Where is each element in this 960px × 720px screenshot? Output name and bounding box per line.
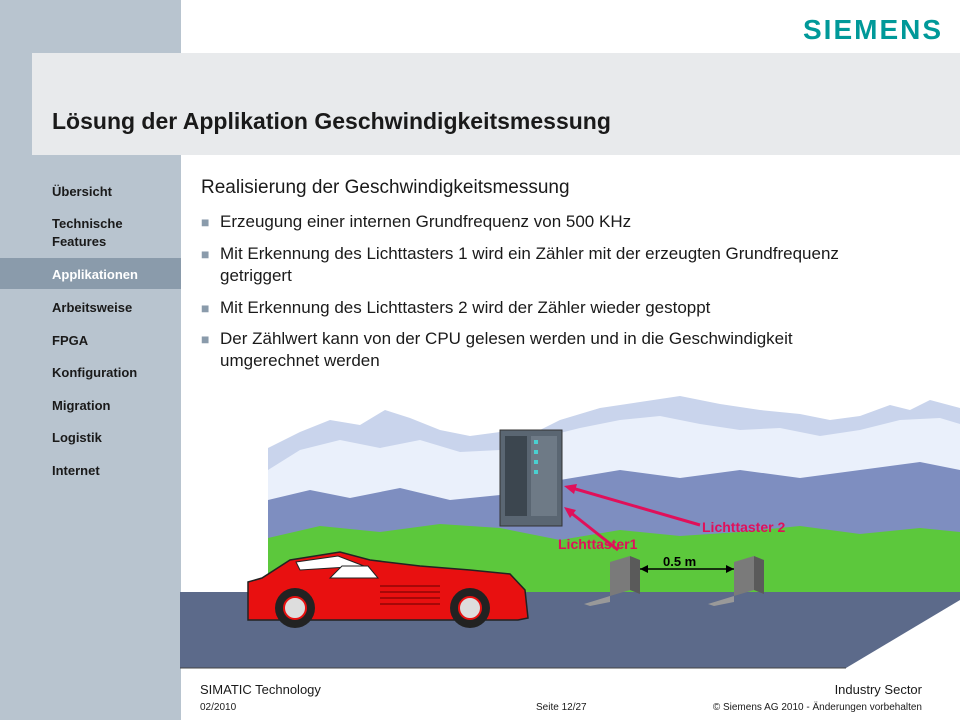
square-bullet-icon: ■ <box>201 246 210 262</box>
square-bullet-icon: ■ <box>201 300 210 316</box>
footer-product: SIMATIC Technology <box>200 682 321 697</box>
nav-item-konfiguration[interactable]: Konfiguration <box>52 365 138 380</box>
footer-page-number: Seite 12/27 <box>536 702 587 713</box>
nav-item-fpga[interactable]: FPGA <box>52 333 89 348</box>
footer-copyright: © Siemens AG 2010 - Änderungen vorbehalten <box>712 702 922 713</box>
nav-item-arbeitsweise[interactable]: Arbeitsweise <box>52 300 133 315</box>
siemens-logo: SIEMENS <box>803 14 944 45</box>
sensor-label-1: Lichttaster1 <box>558 536 638 552</box>
nav-item-internet[interactable]: Internet <box>52 463 100 478</box>
nav-item-uebersicht[interactable]: Übersicht <box>52 184 112 199</box>
square-bullet-icon: ■ <box>201 214 210 230</box>
footer-sector: Industry Sector <box>834 682 922 697</box>
nav-item-logistik[interactable]: Logistik <box>52 430 102 445</box>
distance-label: 0.5 m <box>663 554 697 569</box>
square-bullet-icon: ■ <box>201 331 210 347</box>
bullet-text: Der Zählwert kann von der CPU gelesen werden und in die Geschwindigkeit umgerechnet werden <box>220 329 793 370</box>
bullet-text: Mit Erkennung des Lichttasters 1 wird ein Zähler mit der erzeugten Grundfrequenz getriggert <box>220 244 839 285</box>
plc-module-icon <box>500 430 562 526</box>
nav-item-technische-features[interactable]: Technische Features <box>52 216 123 249</box>
nav-item-migration[interactable]: Migration <box>52 398 111 413</box>
bullet-text: Erzeugung einer internen Grundfrequenz von 500 KHz <box>220 212 632 231</box>
section-subtitle: Realisierung der Geschwindigkeitsmessung <box>201 177 570 198</box>
footer-date: 02/2010 <box>200 702 237 713</box>
bullet-text: Mit Erkennung des Lichttasters 2 wird der Zähler wieder gestoppt <box>220 298 711 317</box>
sensor-label-2: Lichttaster 2 <box>702 519 786 535</box>
page-title: Lösung der Applikation Geschwindigkeitsmessung <box>52 108 611 134</box>
nav-item-applikationen[interactable]: Applikationen <box>52 267 138 282</box>
